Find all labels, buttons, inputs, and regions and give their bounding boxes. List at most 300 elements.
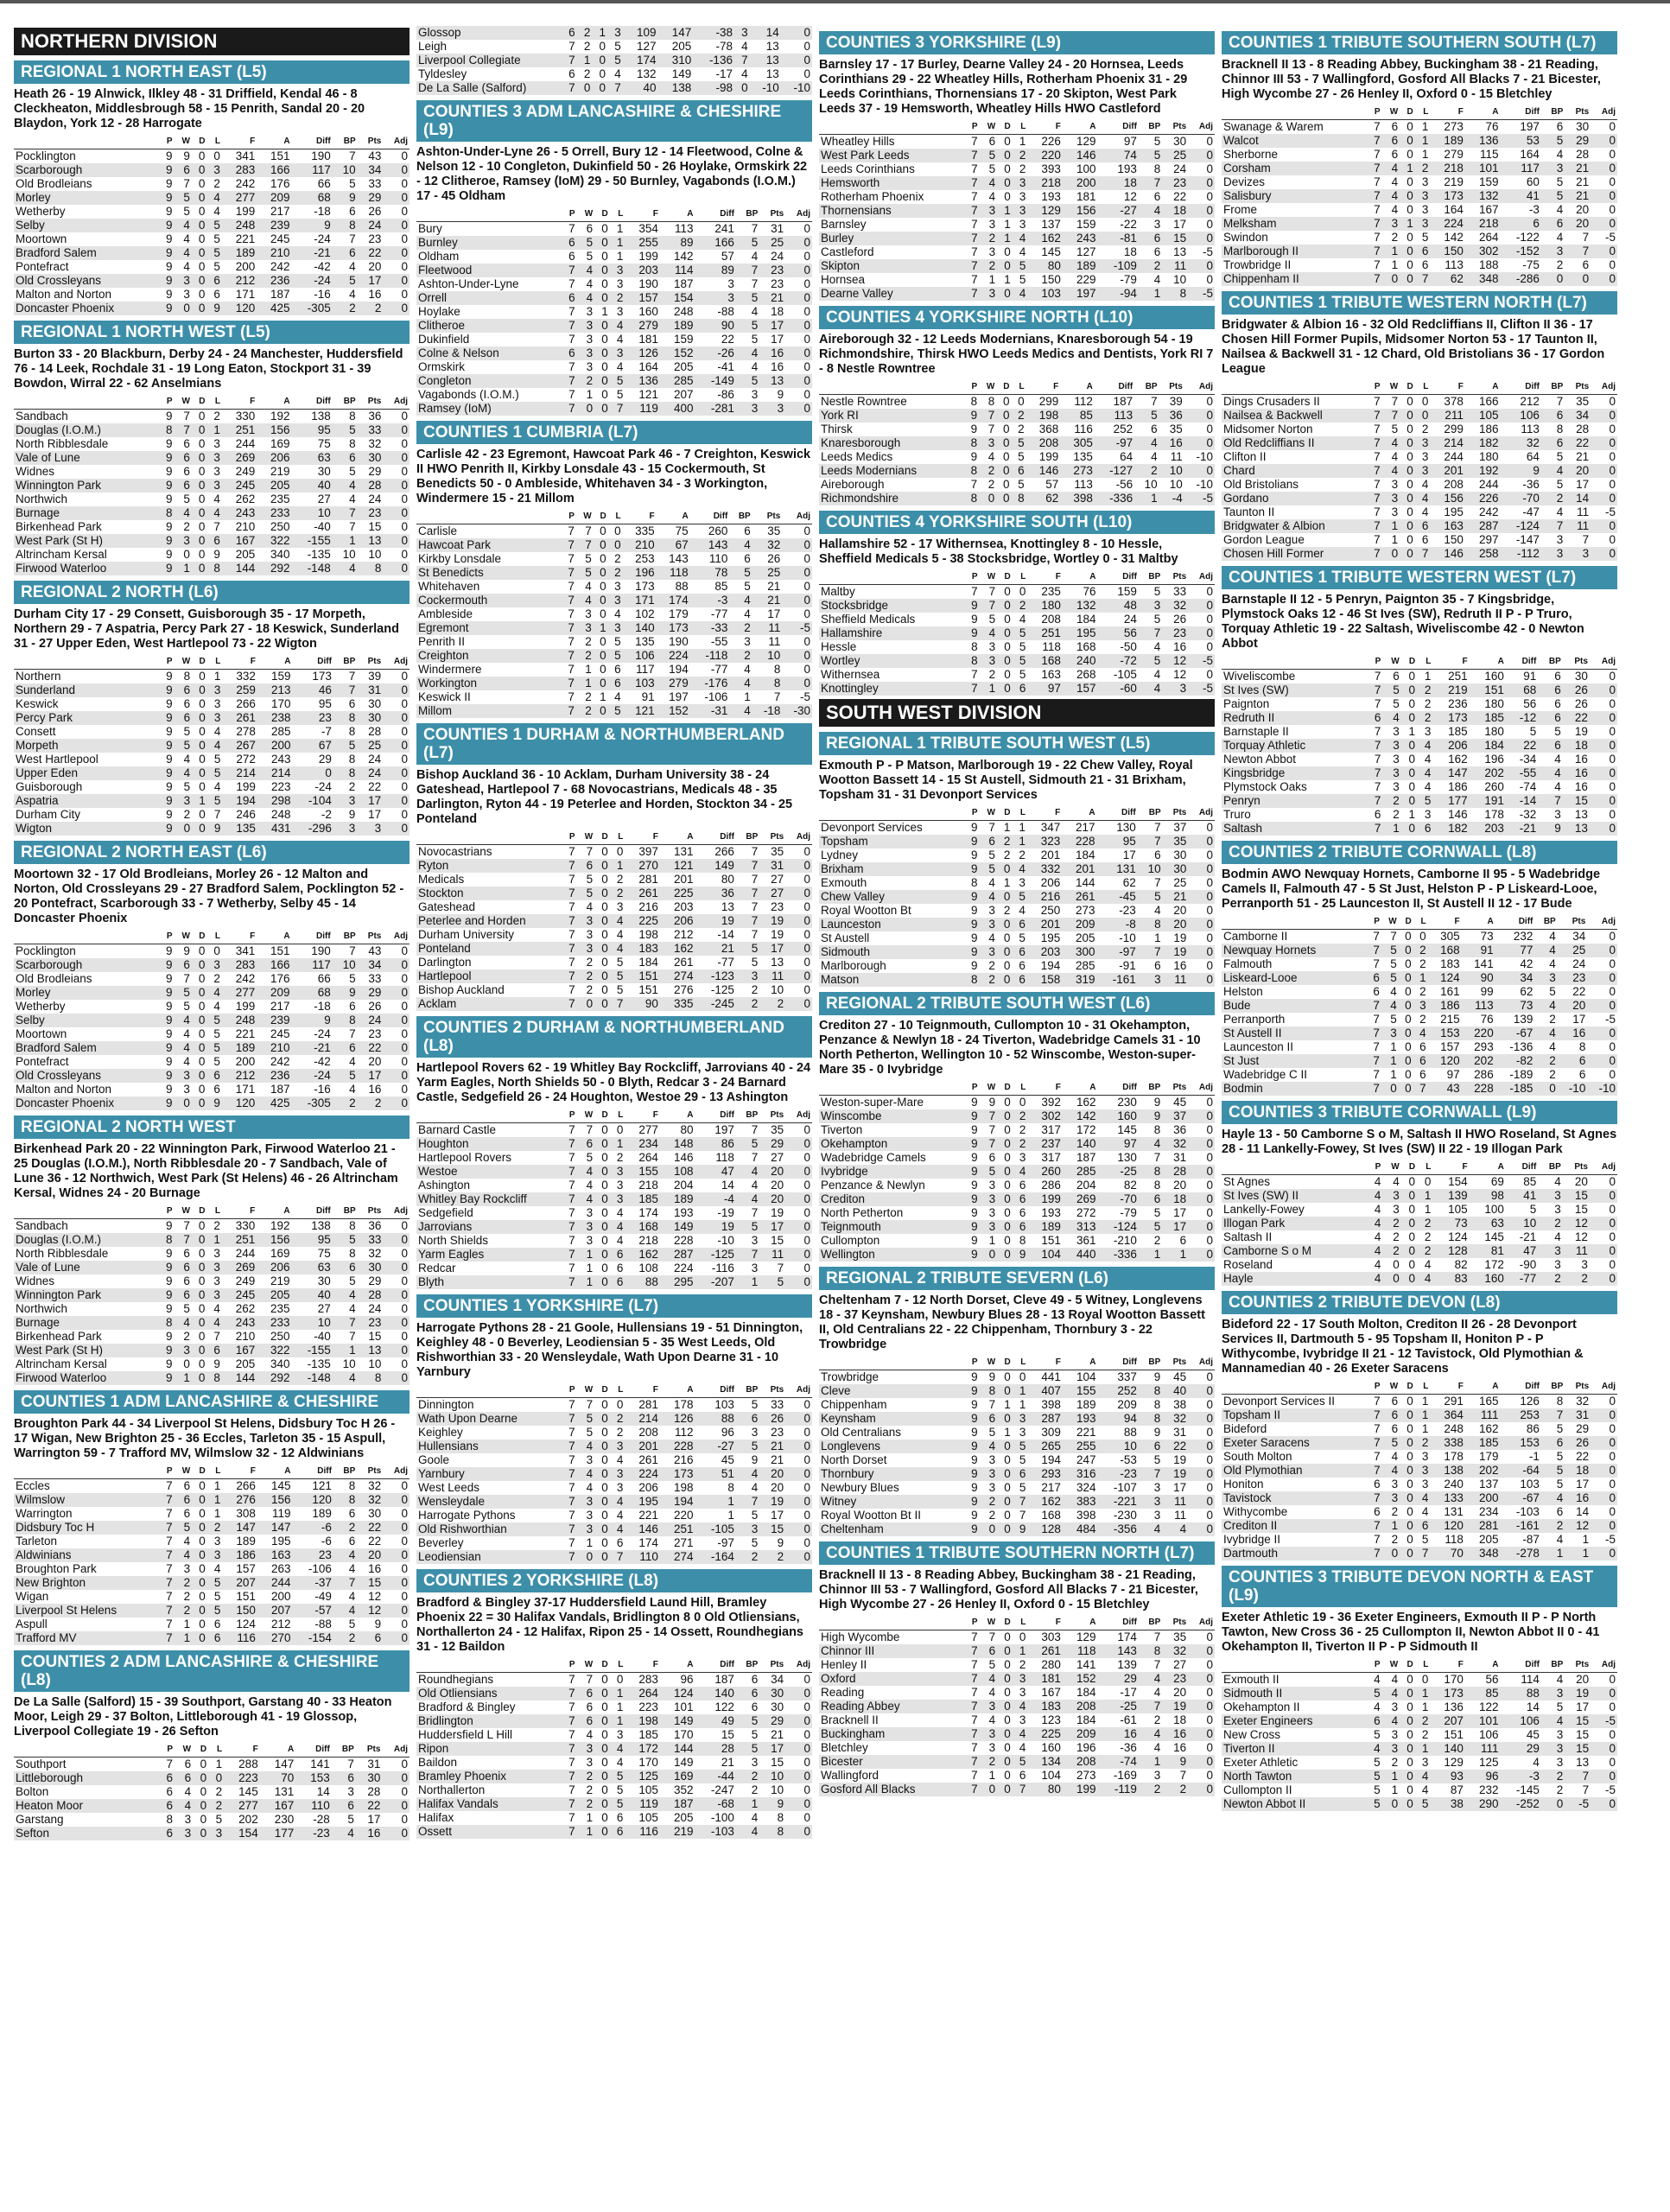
table-row xyxy=(819,450,1215,464)
column-header: W xyxy=(987,1618,996,1627)
table-row xyxy=(14,520,410,534)
stat-cell: 4 xyxy=(175,1548,193,1562)
stat-cell: 9 xyxy=(971,1453,978,1466)
stat-cell: 0 xyxy=(1609,1203,1616,1216)
stat-cell: 0 xyxy=(601,845,608,858)
stat-cell: 12 xyxy=(1173,668,1187,681)
stat-cell: 189 xyxy=(660,1192,695,1206)
team-name: South Molton xyxy=(1223,1450,1292,1463)
stat-cell: 2 xyxy=(1019,849,1025,861)
table-row xyxy=(14,410,410,424)
stat-cell: 6 xyxy=(562,236,577,250)
team-name: Penrith II xyxy=(418,635,466,648)
table-header-row xyxy=(14,1465,410,1479)
stat-cell: 4 xyxy=(1556,1673,1564,1686)
stat-cell: 2 xyxy=(1549,1068,1556,1081)
stat-cell: 441 xyxy=(1041,1370,1061,1383)
stat-cell: 91 xyxy=(1462,944,1495,957)
stat-cell: 43 xyxy=(368,149,382,162)
stat-cell: 1 xyxy=(988,273,996,286)
team-name: Chippenham II xyxy=(1222,272,1367,286)
stat-cell: 6 xyxy=(980,1412,998,1426)
stat-cell: 2 xyxy=(1556,1783,1564,1796)
stat-cell: 4 xyxy=(1538,766,1563,780)
stat-cell: 145 xyxy=(1041,245,1061,258)
stat-cell: 0 xyxy=(997,862,1013,876)
stat-cell: -27 xyxy=(1097,204,1138,218)
stat-cell: 18 xyxy=(1162,1192,1188,1206)
stat-cell: 335 xyxy=(660,997,695,1011)
stat-cell: 4 xyxy=(1374,1700,1381,1713)
stat-cell: 75 xyxy=(317,437,331,450)
stat-cell: 8 xyxy=(333,766,357,780)
stat-cell: 128 xyxy=(1432,1244,1469,1258)
stat-cell: 5 xyxy=(1153,613,1161,626)
stat-cell: 392 xyxy=(1041,1096,1061,1109)
stat-cell: 32 xyxy=(1162,599,1188,613)
stat-cell: 3 xyxy=(333,822,357,836)
stat-cell: 0 xyxy=(1406,120,1413,133)
stat-cell: 3 xyxy=(607,26,623,40)
stat-cell: 0 xyxy=(785,402,812,416)
stat-cell: 0 xyxy=(601,1481,608,1494)
team-name: Sunderland xyxy=(14,683,159,697)
stat-cell: 19 xyxy=(1162,1700,1188,1713)
stat-cell: 7 xyxy=(1154,876,1161,889)
table-row xyxy=(14,944,410,959)
stat-cell: 185 xyxy=(1465,1436,1501,1450)
stat-cell: 3 xyxy=(1581,1258,1588,1271)
stat-cell: 6 xyxy=(610,1275,625,1289)
stat-cell: 166 xyxy=(695,236,735,250)
stat-cell: 0 xyxy=(803,1700,810,1713)
stat-cell: 18 xyxy=(1563,739,1590,753)
stat-cell: 273 xyxy=(1444,120,1464,133)
table-row xyxy=(416,873,812,887)
stat-cell: 8 xyxy=(964,492,979,505)
stat-cell: 167 xyxy=(1041,1686,1061,1699)
table-row xyxy=(1222,683,1617,697)
stat-cell: 8 xyxy=(166,1813,174,1826)
stat-cell: 0 xyxy=(383,479,410,493)
column-header: BP xyxy=(1148,572,1161,582)
stat-cell: 205 xyxy=(257,479,291,493)
table-row xyxy=(416,346,812,360)
stat-cell: 7 xyxy=(562,81,577,95)
stat-cell: 6 xyxy=(183,1274,190,1287)
stat-cell: 124 xyxy=(1428,971,1462,985)
column-header: W xyxy=(1389,107,1399,117)
stat-cell: 3 xyxy=(1554,1258,1561,1271)
stat-cell: 3 xyxy=(1019,218,1026,231)
stat-cell: 228 xyxy=(1062,835,1096,849)
stat-cell: 209 xyxy=(1063,1727,1098,1741)
stat-cell: 8 xyxy=(159,423,175,437)
stat-cell: 2 xyxy=(333,1521,357,1535)
team-name: Torquay Athletic xyxy=(1222,739,1367,753)
column-header: Pts xyxy=(367,931,382,941)
stat-cell: 2 xyxy=(736,1550,759,1564)
table-row xyxy=(416,1275,812,1289)
stat-cell: 7 xyxy=(166,1758,174,1770)
column-header: Pts xyxy=(770,209,784,219)
team-name: Hawcoat Park xyxy=(416,538,562,552)
column-header: BP xyxy=(1551,1382,1564,1391)
stat-cell: 9 xyxy=(159,1014,175,1027)
stat-cell: 29 xyxy=(358,986,384,1000)
table-row xyxy=(416,594,812,607)
column-header: BP xyxy=(1543,917,1556,926)
stat-cell: 0 xyxy=(199,753,206,766)
stat-cell: 0 xyxy=(1206,1509,1213,1522)
stat-cell: 10 xyxy=(771,1783,784,1796)
stat-cell: 6 xyxy=(1421,533,1429,546)
stat-cell: 4 xyxy=(332,1827,356,1840)
table-row xyxy=(416,983,812,997)
stat-cell: 207 xyxy=(257,1604,293,1618)
stat-cell: 9 xyxy=(159,1261,175,1274)
stat-cell: 1 xyxy=(727,1509,734,1522)
stat-cell: 5 xyxy=(1541,1464,1565,1478)
stat-cell: 138 xyxy=(658,81,694,95)
stat-cell: -210 xyxy=(1113,1234,1137,1247)
stat-cell: 220 xyxy=(673,1509,694,1522)
stat-cell: 0 xyxy=(1188,599,1215,613)
table-row xyxy=(416,54,812,67)
table-row xyxy=(819,1783,1215,1796)
stat-cell: 281 xyxy=(638,873,658,886)
table-row xyxy=(14,562,410,575)
stat-cell: 4 xyxy=(751,250,759,263)
results-text: Bideford 22 - 17 South Molton, Crediton II 26 - 28 Devonport Services II, Dartmouth 5 - 95 Topsham II, Honiton P - P Withycombe, Ivybridge II 21 - 12 Tavistock, Old Plymothian & Mannamedian 40 - 26 Exeter Saracens xyxy=(1222,1318,1584,1376)
stat-cell: 98 xyxy=(1470,1189,1506,1203)
stat-cell: 0 xyxy=(594,566,608,580)
stat-cell: 0 xyxy=(601,277,608,290)
stat-cell: 0 xyxy=(1591,245,1617,258)
table-row xyxy=(1222,1040,1617,1054)
stat-cell: 0 xyxy=(1002,423,1010,435)
stat-cell: 0 xyxy=(198,288,206,301)
stat-cell: 23 xyxy=(1162,176,1188,190)
stat-cell: 10 xyxy=(368,1357,382,1370)
stat-cell: 0 xyxy=(198,1055,206,1068)
team-name: Halifax xyxy=(418,1811,454,1824)
stat-cell: 6 xyxy=(1391,1422,1399,1435)
stat-cell: 7 xyxy=(971,218,978,231)
stat-cell: 5 xyxy=(175,1521,193,1535)
stat-cell: -14 xyxy=(1506,794,1538,808)
stat-cell: 295 xyxy=(660,1275,695,1289)
table-row xyxy=(819,1509,1215,1522)
stat-cell: 243 xyxy=(270,753,291,766)
stat-cell: 80 xyxy=(680,1123,694,1136)
team-name: Carlisle xyxy=(418,524,458,537)
column-header: L xyxy=(618,1385,624,1395)
stat-cell: 51 xyxy=(695,1467,735,1481)
stat-cell: 6 xyxy=(1382,1408,1400,1422)
stat-cell: 8 xyxy=(1578,1040,1586,1053)
column-header: F xyxy=(1055,1083,1061,1092)
stat-cell: 7 xyxy=(562,538,576,552)
team-header xyxy=(1222,1658,1367,1673)
stat-cell: 244 xyxy=(235,1247,256,1260)
stat-cell: 3 xyxy=(333,794,357,808)
team-name: Wadebridge Camels xyxy=(821,1151,926,1164)
table-row xyxy=(1222,1547,1617,1560)
stat-cell: 18 xyxy=(1565,1464,1591,1478)
stat-cell: 6 xyxy=(175,683,193,697)
league-table xyxy=(14,135,410,315)
stat-cell: 2 xyxy=(1134,464,1159,478)
stat-cell: 30 xyxy=(1163,862,1189,876)
stat-cell: 7 xyxy=(736,887,759,900)
team-name: Nestle Rowntree xyxy=(821,395,907,408)
column-header: A xyxy=(1492,1382,1499,1391)
stat-cell: 4 xyxy=(213,725,221,738)
table-header-row xyxy=(416,830,812,845)
stat-cell: 8 xyxy=(980,1384,998,1398)
stat-cell: 0 xyxy=(198,149,206,162)
team-header xyxy=(14,135,159,149)
stat-cell: 7 xyxy=(964,204,980,218)
table-row xyxy=(416,250,812,264)
stat-cell: 2 xyxy=(608,566,623,580)
stat-cell: 6 xyxy=(1374,808,1381,821)
stat-cell: 0 xyxy=(1188,1220,1215,1234)
stat-cell: 5 xyxy=(614,40,621,53)
team-name: Tiverton xyxy=(821,1123,863,1136)
stat-cell: 5 xyxy=(736,1220,759,1234)
stat-cell: 94 xyxy=(1097,1412,1138,1426)
stat-cell: 0 xyxy=(996,464,1011,478)
stat-cell: 238 xyxy=(257,711,293,725)
stat-cell: 6 xyxy=(1374,1505,1381,1518)
column-header: L xyxy=(1423,382,1429,391)
table-row xyxy=(819,1453,1215,1467)
stat-cell: 6 xyxy=(1391,1395,1399,1408)
stat-cell: 149 xyxy=(695,859,735,873)
stat-cell: 5 xyxy=(333,1069,358,1083)
stat-cell: 7 xyxy=(736,859,759,873)
table-row xyxy=(416,1728,812,1742)
results-text: Bodmin AWO Newquay Hornets, Camborne II 95 - 5 Wadebridge Camels II, Falmouth 47 - 5 St Just, Helston P - P Liskeard-Looe, Perranporth 51 - 25 Launceston II, St Austell II 12 - 17 Bude xyxy=(1222,868,1601,911)
stat-cell: 0 xyxy=(1188,918,1215,931)
table-row xyxy=(1222,711,1617,725)
stat-cell: 3 xyxy=(586,1234,594,1247)
stat-cell: 119 xyxy=(625,1797,660,1811)
stat-cell: 219 xyxy=(270,465,290,478)
stat-cell: 134 xyxy=(1027,1755,1063,1769)
stat-cell: 2 xyxy=(577,969,595,983)
stat-cell: 0 xyxy=(1406,1783,1413,1796)
stat-cell: -164 xyxy=(695,1550,735,1564)
stat-cell: 166 xyxy=(257,958,291,972)
stat-cell: 5 xyxy=(736,374,759,388)
stat-cell: 3 xyxy=(213,1247,220,1260)
stat-cell: 0 xyxy=(401,1055,408,1068)
stat-cell: 11 xyxy=(1162,259,1188,273)
stat-cell: 0 xyxy=(1609,930,1616,943)
stat-cell: 23 xyxy=(292,1548,333,1562)
stat-cell: 1 xyxy=(1382,519,1400,533)
stat-cell: 4 xyxy=(349,260,356,273)
stat-cell: 3 xyxy=(1541,1742,1565,1756)
column-header: P xyxy=(166,1206,173,1216)
stat-cell: 4 xyxy=(610,1495,625,1509)
league-table xyxy=(1222,105,1617,286)
stat-cell: 199 xyxy=(235,205,256,218)
team-name: Ramsey (IoM) xyxy=(416,402,562,416)
stat-cell: 7 xyxy=(568,1481,575,1494)
stat-cell: -5 xyxy=(1604,1533,1616,1546)
column-header: BP xyxy=(343,931,356,941)
stat-cell: 40 xyxy=(292,1288,333,1302)
table-row xyxy=(819,395,1215,410)
team-name: Chosen Hill Former xyxy=(1222,547,1367,561)
table-row xyxy=(819,1522,1215,1536)
stat-cell: 2 xyxy=(333,1631,357,1645)
stat-cell: 6 xyxy=(333,451,358,465)
stat-cell: 131 xyxy=(673,845,694,858)
team-header xyxy=(1222,105,1367,120)
stat-cell: 0 xyxy=(785,1137,812,1151)
stat-cell: 0 xyxy=(1609,1175,1616,1188)
stat-cell: 151 xyxy=(236,1590,256,1603)
stat-cell: 4 xyxy=(1374,1203,1381,1216)
table-row xyxy=(819,190,1215,204)
stat-cell: 0 xyxy=(1408,1175,1416,1188)
stat-cell: 0 xyxy=(997,1644,1013,1658)
column-header: L xyxy=(217,1745,223,1754)
stat-cell: 5 xyxy=(608,649,623,663)
stat-cell: 112 xyxy=(1074,395,1093,408)
team-header xyxy=(14,930,159,944)
stat-cell: 17 xyxy=(1572,1013,1586,1026)
table-row xyxy=(14,1274,410,1288)
stat-cell: 110 xyxy=(295,1799,332,1813)
stat-cell: 197 xyxy=(714,1123,734,1136)
stat-cell: 8 xyxy=(333,219,358,232)
team-name: Dearne Valley xyxy=(819,287,964,301)
stat-cell: 9 xyxy=(159,986,175,1000)
stat-cell: 5 xyxy=(347,1813,354,1826)
table-row xyxy=(819,423,1215,436)
stat-cell: 7 xyxy=(971,245,978,258)
stat-cell: -60 xyxy=(1097,682,1138,696)
stat-cell: 5 xyxy=(759,1275,785,1289)
table-row xyxy=(14,683,410,697)
column-header: P xyxy=(1375,657,1381,666)
stat-cell: 103 xyxy=(1520,1478,1540,1491)
stat-cell: 218 xyxy=(1027,176,1063,190)
stat-cell: 368 xyxy=(1038,423,1059,435)
stat-cell: 0 xyxy=(1206,904,1213,917)
stat-cell: 264 xyxy=(1478,231,1499,244)
stat-cell: 176 xyxy=(270,177,290,190)
stat-cell: 8 xyxy=(159,1233,175,1247)
stat-cell: 9 xyxy=(964,835,980,849)
stat-cell: 7 xyxy=(183,177,190,190)
stat-cell: -119 xyxy=(1097,1783,1138,1796)
column-header: BP xyxy=(1551,107,1564,117)
team-name: Leeds Corinthians xyxy=(821,162,915,175)
stat-cell: 5 xyxy=(1019,640,1026,653)
table-row xyxy=(416,538,812,552)
team-name: Doncaster Phoenix xyxy=(14,302,159,315)
stat-cell: 2 xyxy=(729,649,752,663)
team-name: Clifton II xyxy=(1223,450,1267,463)
stat-cell: 32 xyxy=(368,1247,382,1260)
stat-cell: 0 xyxy=(1406,175,1413,188)
stat-cell: 229 xyxy=(1076,273,1096,286)
team-name: Upper Eden xyxy=(14,766,159,780)
stat-cell: 0 xyxy=(383,1069,410,1083)
stat-cell: 16 xyxy=(1173,640,1187,653)
stat-cell: 1 xyxy=(1003,876,1011,889)
stat-cell: 5 xyxy=(1013,626,1028,640)
stat-cell: 143 xyxy=(690,538,730,552)
stat-cell: 189 xyxy=(236,1535,256,1548)
table-row xyxy=(1222,1700,1617,1714)
table-row xyxy=(416,81,812,95)
table-row xyxy=(1222,1742,1617,1756)
stat-cell: 6 xyxy=(183,437,190,450)
table-row xyxy=(14,1604,410,1618)
stat-cell: 0 xyxy=(1206,1481,1213,1494)
league-table xyxy=(819,380,1215,505)
stat-cell: 176 xyxy=(270,972,290,985)
stat-cell: 185 xyxy=(1448,725,1468,738)
table-row xyxy=(819,1769,1215,1783)
stat-cell: 120 xyxy=(1430,1519,1465,1533)
stat-cell: 64 xyxy=(1120,450,1133,463)
stat-cell: 4 xyxy=(1151,450,1158,463)
stat-cell: 0 xyxy=(1419,930,1426,943)
stat-cell: 142 xyxy=(673,250,694,263)
stat-cell: 0 xyxy=(401,1618,408,1630)
stat-cell: 178 xyxy=(1484,808,1504,821)
stat-cell: 32 xyxy=(1162,1412,1188,1426)
stat-cell: 9 xyxy=(159,534,175,548)
stat-cell: 9 xyxy=(165,1027,173,1040)
stat-cell: 7 xyxy=(979,409,996,423)
stat-cell: 1 xyxy=(610,1137,625,1151)
stat-cell: 190 xyxy=(669,635,689,648)
stat-cell: 9 xyxy=(165,520,173,533)
table-row xyxy=(416,1137,812,1151)
stat-cell: 7 xyxy=(213,1330,220,1343)
stat-cell: 6 xyxy=(1415,1519,1431,1533)
stat-cell: 233 xyxy=(257,1316,291,1330)
stat-cell: 150 xyxy=(222,1604,257,1618)
stat-cell: 146 xyxy=(1448,808,1468,821)
stat-cell: 10 xyxy=(1138,862,1163,876)
team-name: Leeds Medics xyxy=(821,450,893,463)
stat-cell: 82 xyxy=(1123,1179,1137,1192)
stat-cell: 283 xyxy=(222,958,257,972)
team-name: Lankelly-Fowey xyxy=(1223,1203,1305,1216)
stat-cell: 207 xyxy=(673,388,694,401)
column-header: W xyxy=(181,397,190,406)
stat-cell: -148 xyxy=(292,1371,333,1385)
stat-cell: 19 xyxy=(759,1495,785,1509)
stat-cell: 77 xyxy=(1495,944,1535,957)
stat-cell: 2 xyxy=(736,1770,759,1783)
stat-cell: 230 xyxy=(274,1813,295,1826)
stat-cell: 1 xyxy=(610,1687,625,1700)
stat-cell: 151 xyxy=(625,969,660,983)
stat-cell: 4 xyxy=(1013,232,1028,245)
